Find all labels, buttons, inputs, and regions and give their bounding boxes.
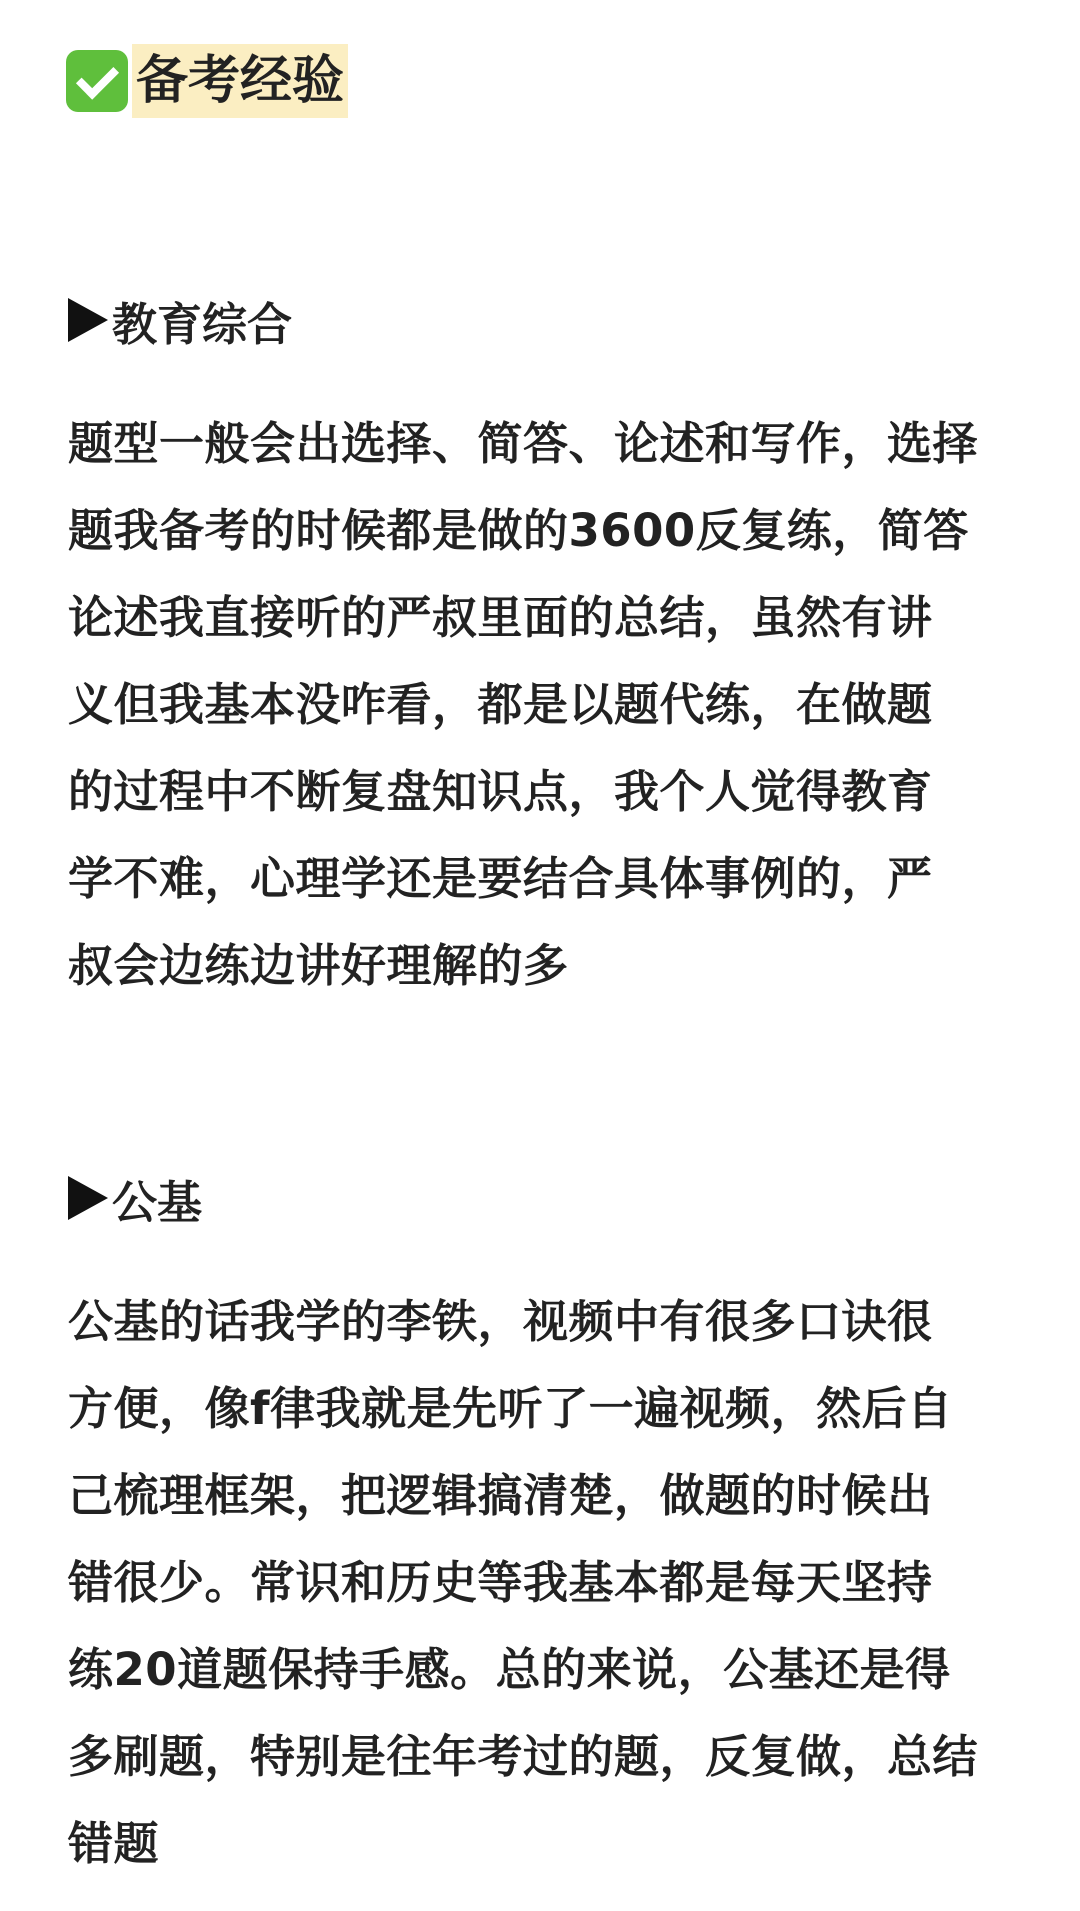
section-heading-label: 公基: [112, 1175, 203, 1229]
section-paragraph-education: [68, 400, 1038, 1009]
paragraph-line: 叔会边练边讲好理解的多: [68, 939, 569, 992]
paragraph-line: 错题: [68, 1817, 160, 1870]
section-heading-education: [68, 290, 292, 350]
paragraph-line: 题型一般会出选择、简答、论述和写作，选择: [68, 417, 979, 470]
section-paragraph-public-basics: [68, 1278, 1038, 1887]
play-triangle-icon: [68, 1176, 108, 1220]
paragraph-line: 方便，像f律我就是先听了一遍视频，然后自: [68, 1382, 953, 1435]
paragraph-line: 学不难，心理学还是要结合具体事例的，严: [68, 852, 933, 905]
paragraph-line: 错很少。常识和历史等我基本都是每天坚持: [68, 1556, 933, 1609]
paragraph-line: 的过程中不断复盘知识点，我个人觉得教育: [68, 765, 933, 818]
paragraph-line: 公基的话我学的李铁，视频中有很多口诀很: [68, 1295, 933, 1348]
play-triangle-icon: [68, 298, 108, 342]
paragraph-line: 练20道题保持手感。总的来说，公基还是得: [68, 1643, 951, 1696]
check-mark-icon: [66, 50, 128, 112]
paragraph-line: 己梳理框架，把逻辑搞清楚，做题的时候出: [68, 1469, 933, 1522]
paragraph-line: 论述我直接听的严叔里面的总结，虽然有讲: [68, 591, 933, 644]
paragraph-line: 多刷题，特别是往年考过的题，反复做，总结: [68, 1730, 979, 1783]
paragraph-line: 义但我基本没咋看，都是以题代练，在做题: [68, 678, 933, 731]
section-heading-public-basics: [68, 1168, 202, 1228]
section-heading-label: 教育综合: [112, 297, 293, 351]
title-row: [66, 44, 348, 118]
paragraph-line: 题我备考的时候都是做的3600反复练，简答: [68, 504, 969, 557]
page-title: 备考经验: [132, 44, 348, 118]
